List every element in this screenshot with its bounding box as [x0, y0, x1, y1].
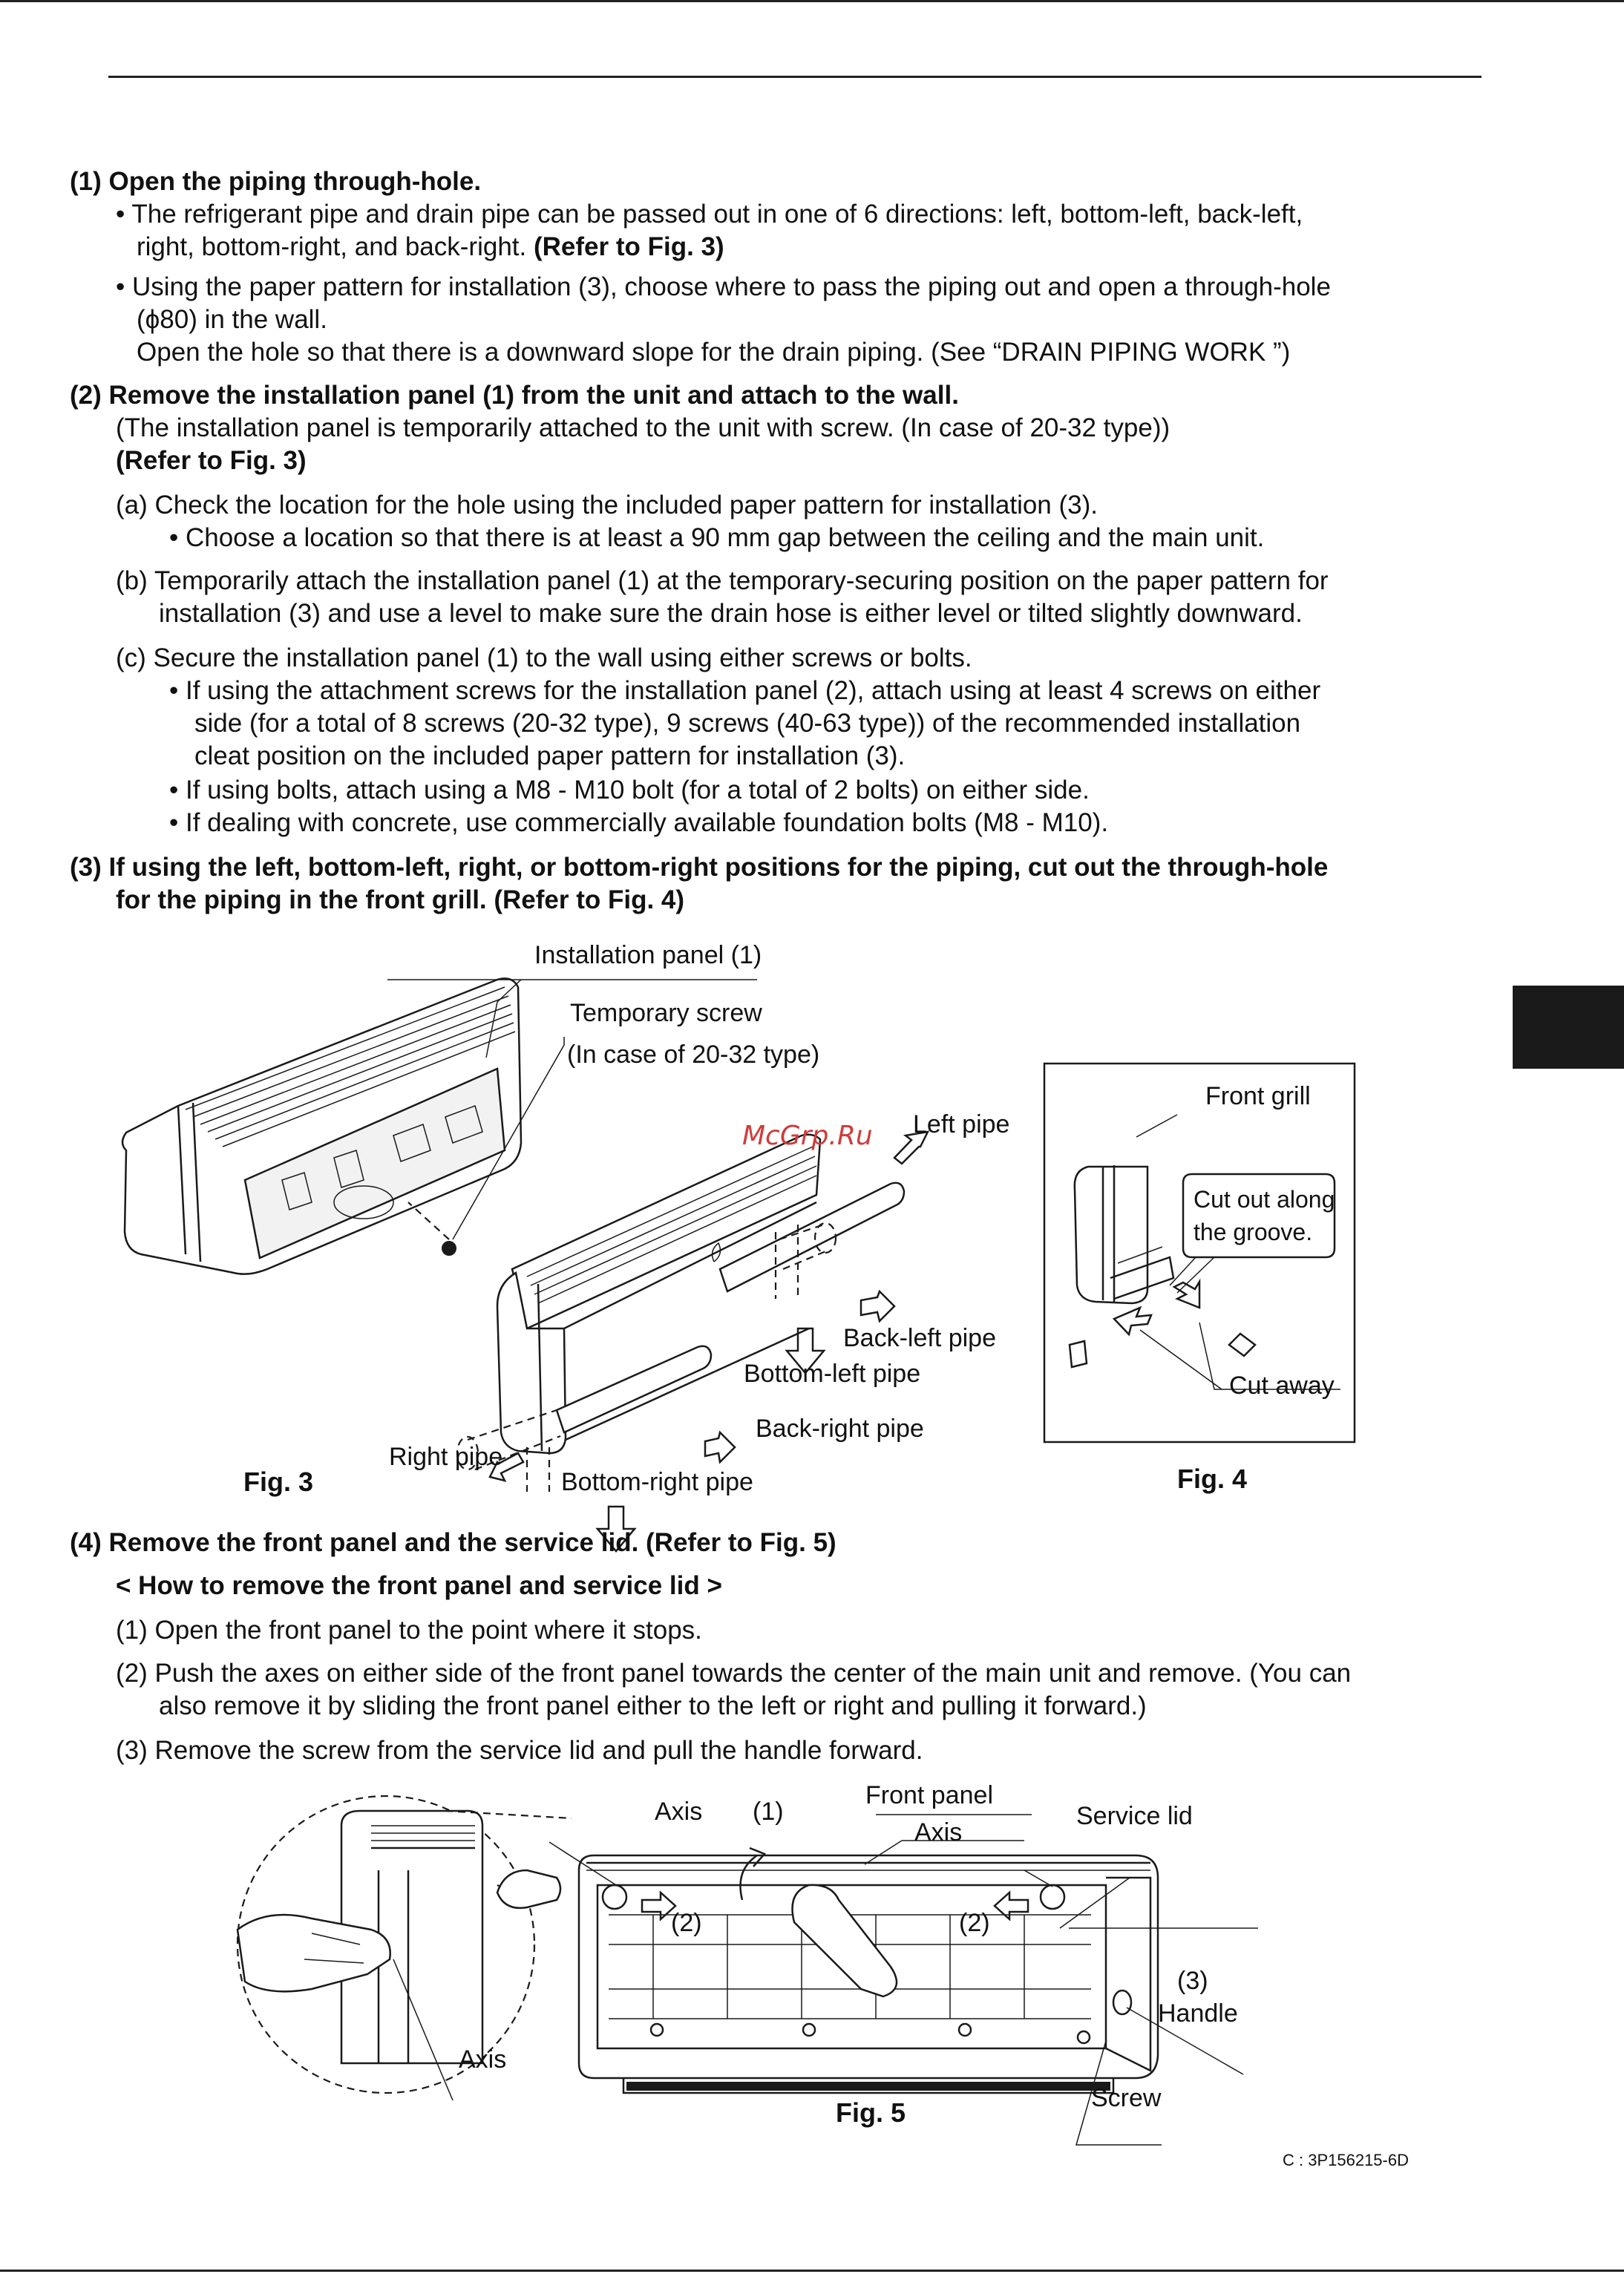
section2-a-bullet: • Choose a location so that there is at least a 90 mm gap between the ceiling and the main unit.: [169, 523, 1265, 552]
chapter-tab: [1513, 986, 1624, 1069]
section2-b-line1: (b) Temporarily attach the installation panel (1) at the temporary-securing position on the paper pattern for: [116, 566, 1329, 595]
fig4-label-cut-out-line1: Cut out along: [1194, 1186, 1335, 1213]
section4-step1: (1) Open the front panel to the point where it stops.: [116, 1616, 702, 1645]
section1-bullet1-ref: (Refer to Fig. 3): [533, 232, 724, 261]
fig3-label-back-right-pipe: Back-right pipe: [756, 1415, 924, 1443]
fig3-drawing: [111, 957, 928, 1492]
fig5-label-front-panel: Front panel: [865, 1781, 993, 1809]
section2-c-bullet3: • If dealing with concrete, use commercially available foundation bolts (M8 - M10).: [169, 808, 1109, 837]
section4-heading: (4) Remove the front panel and the service lid. (Refer to Fig. 5): [70, 1528, 836, 1557]
section2-c-bullet1-line1: • If using the attachment screws for the installation panel (2), attach using at least 4 screws on either: [169, 676, 1321, 705]
section4-subheading: < How to remove the front panel and service lid >: [116, 1571, 722, 1600]
header-rule: [108, 76, 1481, 78]
fig5-label-screw: Screw: [1091, 2084, 1162, 2112]
section2-c-bullet2: • If using bolts, attach using a M8 - M10 bolt (for a total of 2 bolts) on either side.: [169, 776, 1090, 805]
fig4-label-cut-away: Cut away: [1229, 1372, 1335, 1400]
fig5-label-step2-left: (2): [671, 1909, 702, 1937]
top-border-line: [0, 0, 1624, 2]
section2-heading: (2) Remove the installation panel (1) from the unit and attach to the wall.: [70, 381, 959, 410]
bottom-border-line: [0, 2270, 1624, 2272]
section4-step2-line2: also remove it by sliding the front panel either to the left or right and pulling it forward.): [159, 1691, 1147, 1720]
fig4-label-cut-out-line2: the groove.: [1194, 1219, 1313, 1245]
section2-c-bullet1-line2: side (for a total of 8 screws (20-32 type), 9 screws (40-63 type)) of the recommended installation: [194, 709, 1301, 738]
section1-bullet2-line3: Open the hole so that there is a downward slope for the drain piping. (See “DRAIN PIPING WORK ”): [137, 338, 1291, 367]
section1-heading: (1) Open the piping through-hole.: [70, 167, 482, 196]
fig3-back-unit: [122, 978, 521, 1274]
service-lid-handle-icon: [1113, 1990, 1131, 2014]
fig3-label-installation-panel: Installation panel (1): [534, 941, 762, 969]
section2-note: (The installation panel is temporarily attached to the unit with screw. (In case of 20-32 type)): [116, 413, 1170, 442]
fig5-label-service-lid: Service lid: [1076, 1802, 1193, 1830]
section3-heading-line1: (3) If using the left, bottom-left, right, or bottom-right positions for the piping, cut out the through-hole: [70, 853, 1329, 882]
fig3-front-unit: [497, 1135, 820, 1453]
fig3-label-left-pipe: Left pipe: [913, 1110, 1010, 1138]
section1-bullet1-line2: [137, 230, 724, 263]
temporary-screw-icon: [442, 1242, 456, 1255]
fig5-label-handle: Handle: [1158, 1999, 1238, 2028]
section1-bullet2-line2: (ϕ80) in the wall.: [137, 305, 327, 334]
section1-bullet2-line1: • Using the paper pattern for installation (3), choose where to pass the piping out and open a through-hole: [116, 272, 1331, 301]
section4-step2-line1: (2) Push the axes on either side of the front panel towards the center of the main unit and remove. (You can: [116, 1659, 1352, 1688]
fig5-label-axis-top: Axis: [655, 1798, 703, 1826]
fig5-label-step2-right: (2): [959, 1909, 990, 1937]
watermark: McGrp.Ru: [742, 1121, 873, 1151]
fig3-label-temporary-screw-note: (In case of 20-32 type): [567, 1041, 820, 1069]
document-code: C : 3P156215-6D: [1283, 2151, 1409, 2169]
section2-b-line2: installation (3) and use a level to make sure the drain hose is either level or tilted slightly downward.: [159, 599, 1303, 628]
fig5-label-step1-marker: (1): [753, 1798, 784, 1826]
fig3-label-bottom-left-pipe: Bottom-left pipe: [744, 1360, 921, 1388]
fig4-label-front-grill: Front grill: [1205, 1082, 1311, 1110]
fig5-label-axis-inset: Axis: [459, 2045, 507, 2074]
section2-ref: (Refer to Fig. 3): [116, 446, 307, 475]
section2-c-bullet1-line3: cleat position on the included paper pattern for installation (3).: [194, 741, 906, 770]
fig4-caption: Fig. 4: [1177, 1464, 1248, 1494]
fig3-caption: Fig. 3: [243, 1467, 314, 1497]
fig3-label-right-pipe: Right pipe: [389, 1443, 503, 1471]
section1-bullet1-text: right, bottom-right, and back-right.: [137, 232, 527, 261]
fig3-label-temporary-screw: Temporary screw: [570, 999, 762, 1027]
section2-c-line1: (c) Secure the installation panel (1) to the wall using either screws or bolts.: [116, 643, 972, 672]
fig3-label-back-left-pipe: Back-left pipe: [843, 1324, 996, 1352]
fig3-label-bottom-right-pipe: Bottom-right pipe: [561, 1468, 753, 1496]
section2-a-line1: (a) Check the location for the hole using the included paper pattern for installation (3).: [116, 491, 1098, 520]
section4-step3: (3) Remove the screw from the service lid and pull the handle forward.: [116, 1736, 923, 1765]
fig5-caption: Fig. 5: [836, 2097, 906, 2128]
section3-heading-line2: for the piping in the front grill. (Refer to Fig. 4): [116, 885, 685, 914]
fig5-label-step3-marker: (3): [1177, 1967, 1208, 1995]
fig5-label-axis-right: Axis: [914, 1818, 963, 1847]
section1-bullet1-line1: • The refrigerant pipe and drain pipe can be passed out in one of 6 directions: left, bottom-left, back-left,: [116, 200, 1303, 229]
